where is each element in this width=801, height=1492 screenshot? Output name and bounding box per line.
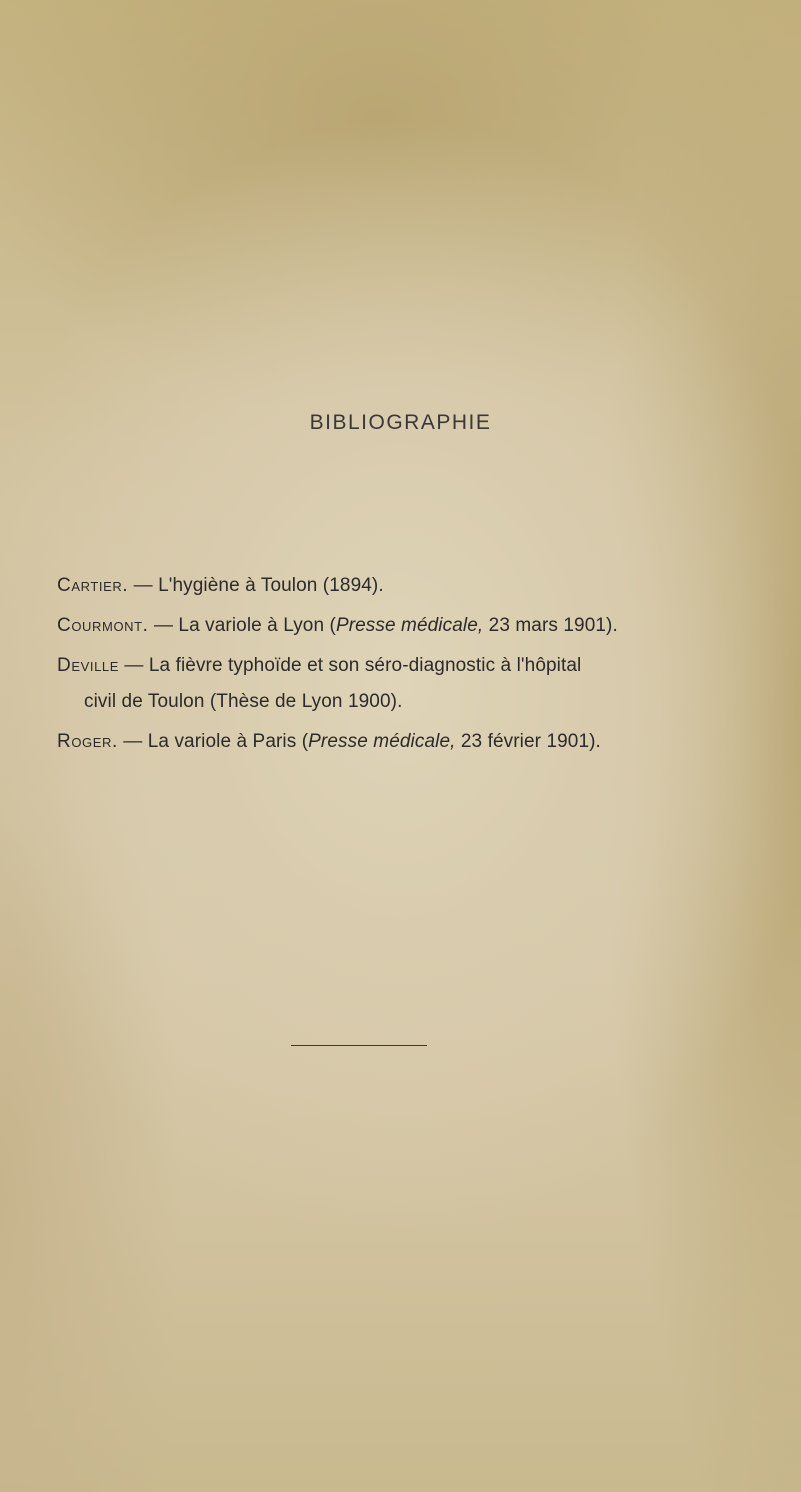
section-divider <box>291 1045 427 1046</box>
entry-text: — La fièvre typhoïde et son séro-diagnostic à l'hôpital <box>119 655 582 676</box>
entry-text: — La variole à Lyon ( <box>148 615 336 636</box>
entry-text-continuation: civil de Toulon (Thèse de Lyon 1900). <box>84 691 403 712</box>
entry-text: 23 février 1901). <box>455 731 601 752</box>
entry-author: Roger. <box>57 731 118 752</box>
entry-author: Courmont. <box>57 615 149 636</box>
bibliography-entry-cartier <box>57 568 747 604</box>
bibliography-entry-roger <box>57 724 747 760</box>
bibliography-entry-deville <box>57 648 747 720</box>
entry-text: 23 mars 1901). <box>483 615 618 636</box>
entry-text: — La variole à Paris ( <box>117 731 309 752</box>
entry-journal: Presse médicale, <box>308 731 456 752</box>
bibliography-entry-courmont <box>57 608 747 644</box>
entry-author: Cartier. <box>57 575 129 596</box>
page-title: BIBLIOGRAPHIE <box>309 411 492 434</box>
bibliography-list <box>57 568 747 764</box>
entry-text: — L'hygiène à Toulon (1894). <box>128 575 384 596</box>
entry-author: Deville <box>57 655 120 676</box>
entry-journal: Presse médicale, <box>335 615 484 636</box>
